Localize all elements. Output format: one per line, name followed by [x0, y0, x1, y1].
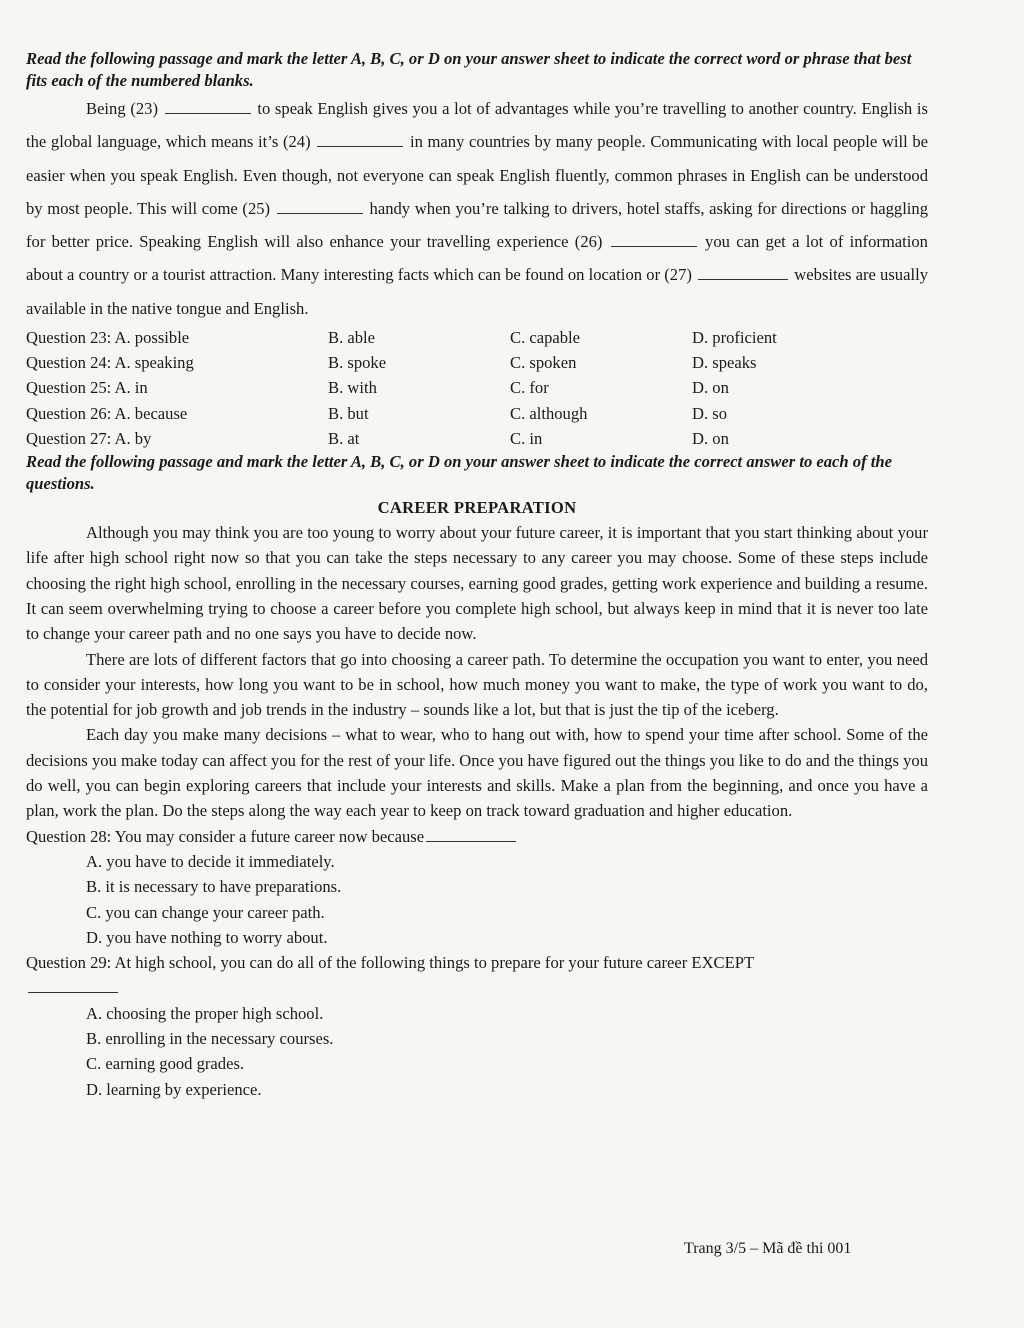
q25-c: C. for: [510, 378, 549, 398]
blank-24: [317, 146, 403, 147]
cloze-questions: [26, 325, 928, 451]
q26-a: Question 26: A. because: [26, 403, 188, 423]
section1-instruction: Read the following passage and mark the letter A, B, C, or D on your answer sheet to indicate the correct word or phrase that best fits each of the numbered blanks.: [26, 49, 912, 90]
q25-d: D. on: [692, 378, 729, 398]
q27-c: C. in: [510, 428, 543, 448]
q24-c: C. spoken: [510, 353, 577, 373]
q23-b: B. able: [328, 328, 376, 348]
question-28-options: [26, 849, 928, 950]
q27-a: Question 27: A. by: [26, 428, 152, 448]
passage-cloze: Being (23) to speak English gives you a lot of advantages while you’re travelling to another country. English is the global language, which means it’s (24) in many countries by many people. Communicating with local people will be easier when you speak English. Even though, not everyone can speak English fluently, common phrases in English can be understood by most people. This will come (25) handy when you’re talking to drivers, hotel staffs, asking for directions or haggling for better price. Speaking English will also enhance your travelling experience (26) you can get a lot of information about a country or a tourist attraction. Many interesting facts which can be found on location or (27) websites are usually available in the native tongue and English.: [26, 99, 929, 318]
q27-d: D. on: [692, 428, 729, 448]
q29-option-c: C. earning good grades.: [86, 1054, 245, 1074]
q26-c: C. although: [510, 403, 588, 423]
q23-c: C. capable: [510, 328, 581, 348]
q28-option-a: A. you have to decide it immediately.: [86, 851, 335, 871]
q24-b: B. spoke: [328, 353, 387, 373]
page-footer: Trang 3/5 – Mã đề thi 001: [684, 1240, 852, 1257]
passage-paragraph-3: Each day you make many decisions – what to wear, who to hang out with, how to spend your time after school. Some of the decisions you make today can affect you for the rest of your life. Once you have figured out the things you like to do and the things you do well, you can begin exploring careers that include your interests and skills. Make a plan from the beginning, and once you have a plan, work the plan. Do the steps along the way each year to keep on track toward graduation and higher education.: [26, 725, 928, 821]
q26-d: D. so: [692, 403, 728, 423]
blank-26: [611, 246, 697, 247]
passage-paragraph-1: Although you may think you are too young to worry about your future career, it is important that you start thinking about your life after high school right now so that you can take the steps necessary to any career you may choose. Some of these steps include choosing the right high school, enrolling in the necessary courses, earning good grades, getting work experience and building a resume. It can seem overwhelming trying to choose a career before you complete high school, but always keep in mind that it is never too late to change your career path and no one says you have to decide now.: [26, 523, 928, 644]
q24-d: D. speaks: [692, 353, 757, 373]
blank-23: [165, 113, 251, 114]
section2-instruction: Read the following passage and mark the letter A, B, C, or D on your answer sheet to indicate the correct answer to each of the questions.: [26, 452, 892, 494]
q28-option-b: B. it is necessary to have preparations.: [86, 877, 342, 897]
blank-25: [277, 213, 363, 214]
question-28-stem: Question 28: You may consider a future career now because: [26, 824, 928, 849]
q29-option-b: B. enrolling in the necessary courses.: [86, 1029, 334, 1049]
blank-29: [28, 992, 118, 993]
question-29-options: [26, 1001, 928, 1102]
question-29-stem: Question 29: At high school, you can do all of the following things to prepare for your future career EXCEPT: [26, 953, 755, 973]
q24-a: Question 24: A. speaking: [26, 353, 194, 373]
q25-b: B. with: [328, 378, 377, 398]
blank-28: [426, 841, 516, 842]
q28-option-d: D. you have nothing to worry about.: [86, 927, 328, 947]
q27-b: B. at: [328, 428, 360, 448]
passage-paragraph-2: There are lots of different factors that go into choosing a career path. To determine the occupation you want to enter, you need to consider your interests, how long you want to be in school, how much money you want to make, the type of work you want to do, the potential for job growth and job trends in the industry – sounds like a lot, but that is just the tip of the iceberg.: [26, 649, 928, 720]
q23-a: Question 23: A. possible: [26, 328, 190, 348]
passage-title: CAREER PREPARATION: [377, 498, 577, 518]
q26-b: B. but: [328, 403, 369, 423]
q29-option-d: D. learning by experience.: [86, 1079, 262, 1099]
q25-a: Question 25: A. in: [26, 378, 148, 398]
q28-option-c: C. you can change your career path.: [86, 902, 325, 922]
q29-option-a: A. choosing the proper high school.: [86, 1003, 324, 1023]
q23-d: D. proficient: [692, 328, 777, 348]
blank-27: [698, 279, 788, 280]
